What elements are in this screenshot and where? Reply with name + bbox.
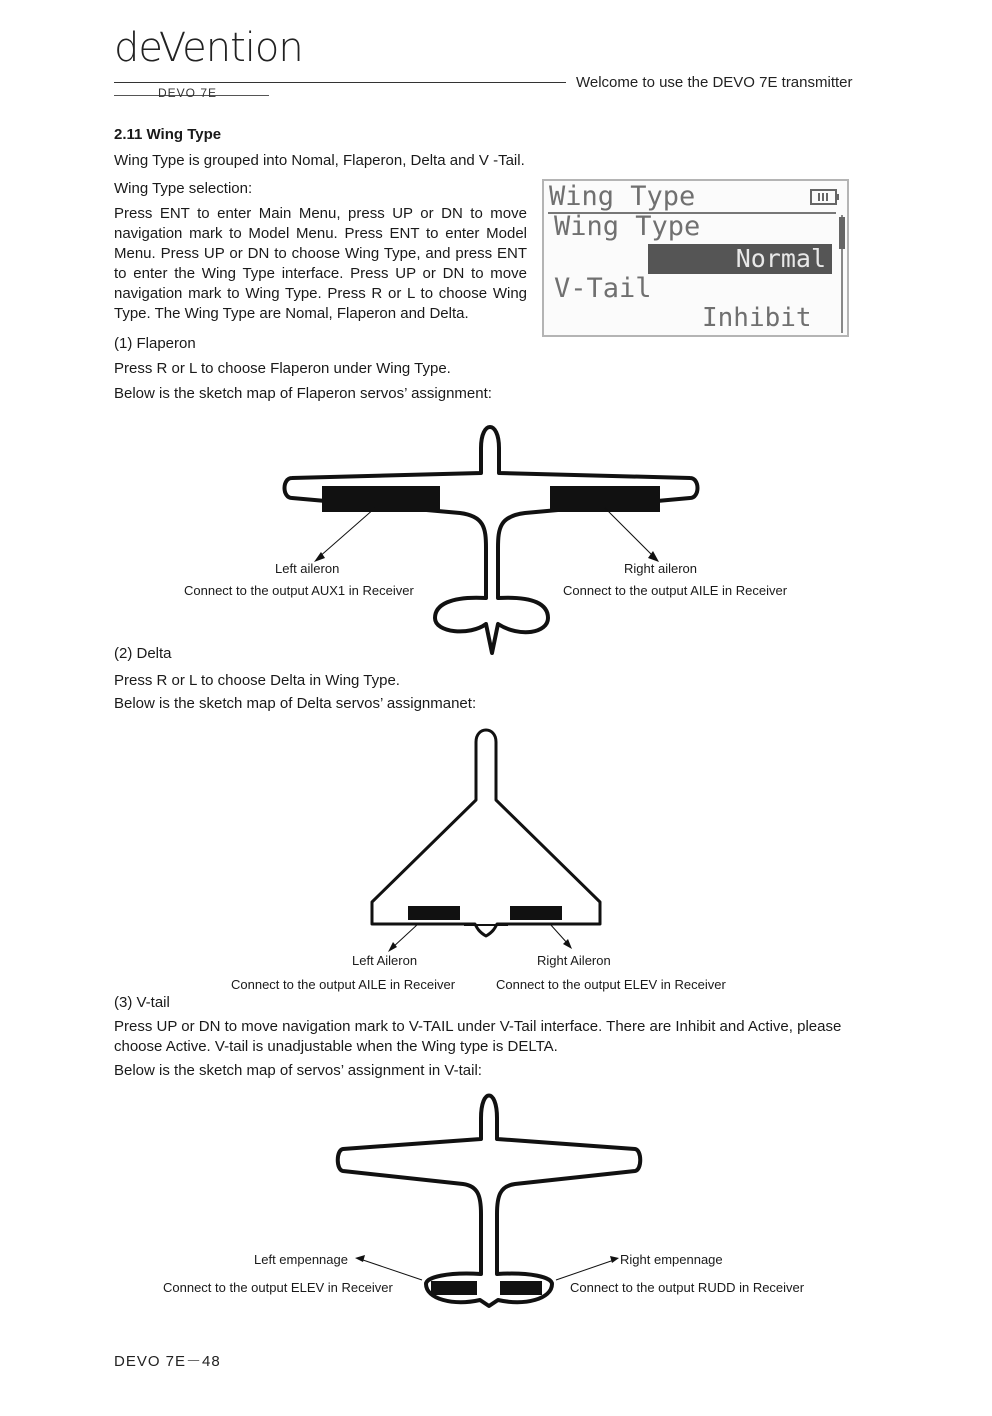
section-intro: Wing Type is grouped into Nomal, Flaperon, Delta and V -Tail. (114, 152, 525, 169)
vtail-left-servo (431, 1281, 477, 1295)
flaperon-diagram (180, 408, 800, 658)
header-rule (114, 82, 566, 83)
selection-body: Press ENT to enter Main Menu, press UP or DN to move navigation mark to Model Menu. Press ENT to enter Model Menu. Press UP or DN to choose Wing Type, and press ENT to enter the Wing Type interface. Press UP or DN to move navigation mark to Wing Type. Press R or L to choose Wing Type. The Wing Type are Nomal, Flaperon and Delta. (114, 205, 527, 322)
delta-line1: Press R or L to choose Delta in Wing Type. (114, 672, 400, 689)
vtail-left-pointer (360, 1259, 422, 1280)
flaperon-right-label: Right aileron (624, 561, 697, 576)
brand-logo: deVention (114, 25, 303, 71)
section-title: 2.11 Wing Type (114, 126, 222, 143)
delta-left-pointer (392, 924, 418, 948)
vtail-airplane-outline (338, 1096, 641, 1307)
vtail-right-pointer (556, 1260, 614, 1280)
vtail-line2: Below is the sketch map of servos’ assignment in V-tail: (114, 1062, 482, 1079)
delta-heading: (2) Delta (114, 645, 172, 662)
flaperon-right-connect: Connect to the output AILE in Receiver (563, 583, 788, 598)
lcd-wing-type-value[interactable]: Normal (648, 244, 832, 274)
vtail-right-arrow (610, 1256, 619, 1263)
page-footer: DEVO 7E－48 (114, 1353, 221, 1370)
delta-line2: Below is the sketch map of Delta servos’ assignmanet: (114, 695, 477, 712)
delta-right-connect: Connect to the output ELEV in Receiver (496, 977, 726, 992)
vtail-heading: (3) V-tail (114, 994, 170, 1011)
vtail-left-arrow (355, 1255, 365, 1262)
delta-right-pointer (550, 924, 568, 944)
vtail-right-label: Right empennage (620, 1252, 723, 1267)
lcd-vtail-value[interactable]: Inhibit (702, 303, 812, 333)
selection-heading: Wing Type selection: (114, 180, 253, 197)
lcd-title: Wing Type (549, 181, 696, 212)
delta-diagram (330, 722, 630, 962)
delta-left-connect: Connect to the output AILE in Receiver (231, 977, 456, 992)
left-aileron-servo (322, 486, 440, 512)
lcd-scroll-thumb (839, 217, 845, 249)
lcd-vtail-label: V-Tail (554, 273, 652, 304)
vtail-left-label: Left empennage (254, 1252, 348, 1267)
lcd-screen (542, 179, 849, 337)
flaperon-heading: (1) Flaperon (114, 335, 196, 352)
flaperon-line1: Press R or L to choose Flaperon under Wing Type. (114, 360, 451, 377)
right-aileron-pointer (605, 508, 655, 558)
left-aileron-pointer (318, 508, 375, 558)
battery-icon (810, 188, 840, 206)
flaperon-left-label: Left aileron (275, 561, 340, 576)
flaperon-left-connect: Connect to the output AUX1 in Receiver (184, 583, 414, 598)
vtail-right-servo (500, 1281, 542, 1295)
vtail-left-connect: Connect to the output ELEV in Receiver (163, 1280, 393, 1295)
header-tagline: Welcome to use the DEVO 7E transmitter (576, 74, 853, 91)
flaperon-line2: Below is the sketch map of Flaperon servos’ assignment: (114, 385, 492, 402)
vtail-line1: Press UP or DN to move navigation mark to V-TAIL under V-Tail interface. There are Inhibit and Active, please choose Active. V-tail is unadjustable when the Wing type is DELTA. (114, 1018, 842, 1055)
vtail-right-connect: Connect to the output RUDD in Receiver (570, 1280, 805, 1295)
delta-left-arrow (388, 942, 397, 952)
lcd-wing-type-label: Wing Type (554, 211, 701, 242)
logo-subtitle: DEVO 7E (158, 86, 218, 100)
delta-airplane-outline (372, 730, 600, 936)
flaperon-airplane-outline (285, 427, 698, 653)
delta-left-label: Left Aileron (352, 953, 418, 968)
delta-left-servo (408, 906, 460, 920)
delta-right-servo (510, 906, 562, 920)
delta-right-label: Right Aileron (537, 953, 611, 968)
